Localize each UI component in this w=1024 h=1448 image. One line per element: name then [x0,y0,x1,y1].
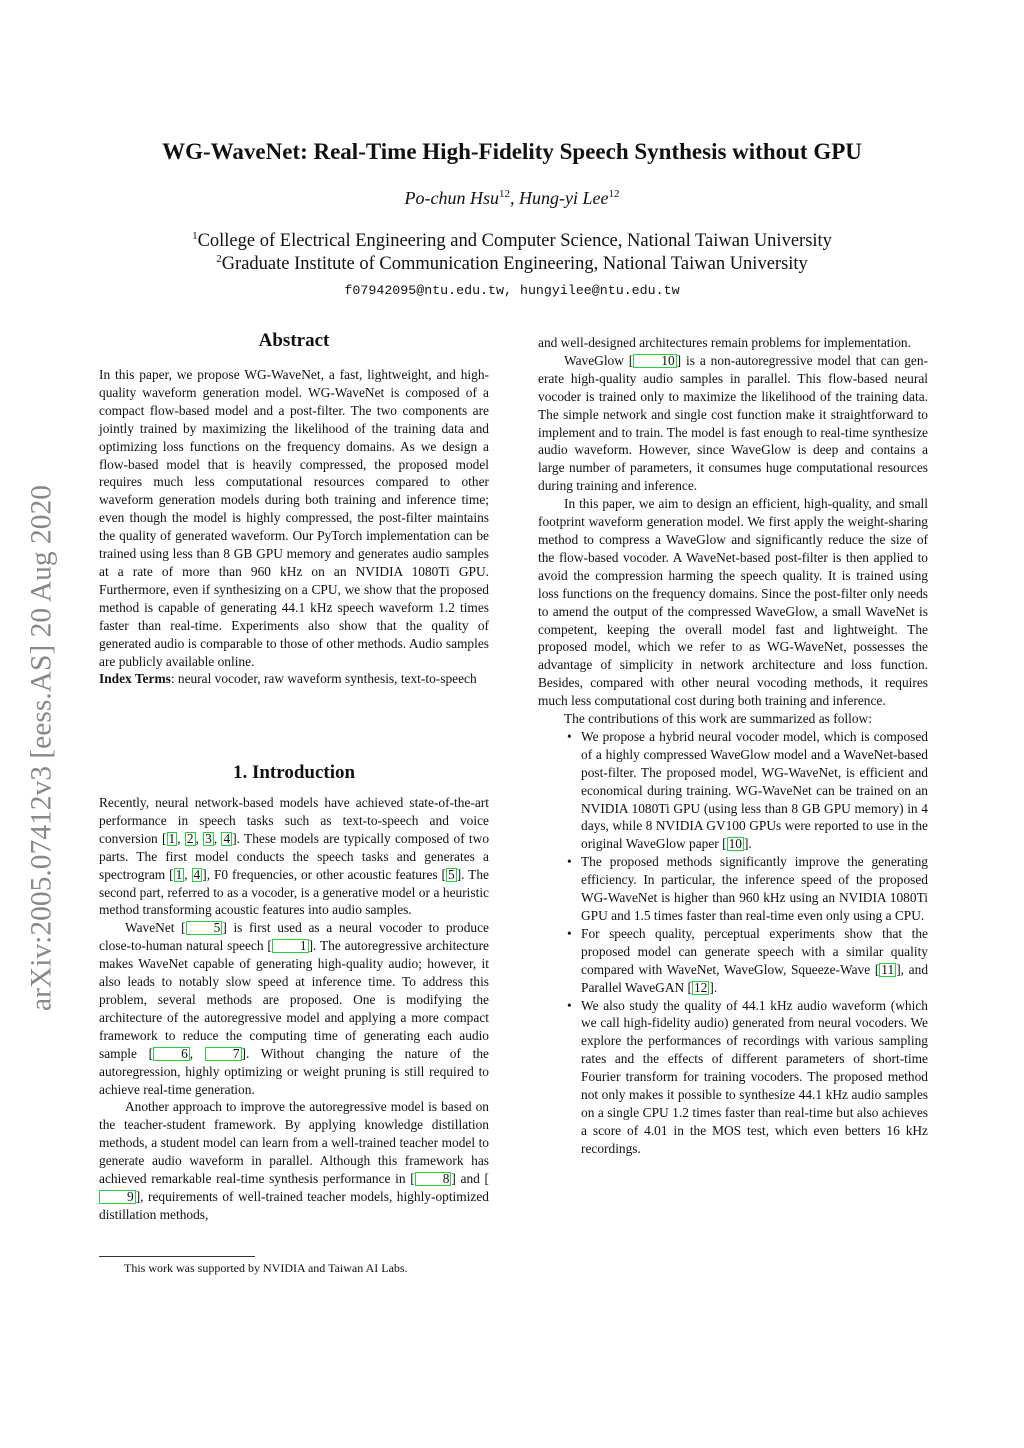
citation-link[interactable]: 5 [447,866,455,882]
text-run: We propose a hybrid neural vocoder model, which is composed of a highly compressed WaveGlow model and a WaveNet-based post-filter. The proposed model, WG-WaveNet, is efficient and economical during training. WG-WaveNet can be trained on an NVIDIA 1080Ti GPU (using less than 8 GB GPU memory) in 4 days, while 8 NVIDIA GV100 GPUs were reported to use in the original WaveGlow paper [581,728,928,852]
arxiv-stamp: arXiv:2005.07412v3 [eess.AS] 20 Aug 2020 [25,484,58,1012]
text-run: . These models are typically composed of two parts. The first model conducts the speech tasks and generates a spectrogram [99,830,490,882]
citation-link[interactable]: 10 [633,354,676,368]
citation-link[interactable]: 9 [99,1190,136,1204]
text-run: Recently, neural network-based models have achieved state-of-the-art performance in speech tasks such as text-to-speech and voice conversion [99,795,489,846]
paragraph [538,334,928,352]
citation-link[interactable]: 1 [168,830,176,846]
citation-link[interactable]: 11 [881,961,895,977]
affiliation-mark: 2 [216,252,222,265]
citation-link[interactable]: 12 [693,979,708,995]
author-name: Po-chun Hsu [404,188,499,208]
author-emails: f07942095@ntu.edu.tw, hungyilee@ntu.edu.tw [344,283,680,298]
authors: Po-chun Hsu$^{12}$, Hung-yi Lee$^{12}$ [404,188,620,208]
text-run: WaveGlow [564,352,629,368]
section-heading-introduction: 1. Introduction [232,762,356,783]
right-paragraphs [538,334,928,728]
affiliation-mark: 1 [192,229,198,242]
text-run: We also study the quality of 44.1 kHz audio waveform (which we call high-fidelity audio) generated from neural vocoders. We explore the performances of recordings with various sampling rates and the effects of different parameters of short-time Fourier transform for training vocoders. The proposed method not only makes it possible to synthesize 44.1 kHz audio samples on a single CPU 1.2 times faster than real-time but also achieves a score of 4.01 in the MOS test, which even betters 16 kHz recordings. [581,997,928,1156]
citation-link[interactable]: 6 [153,1047,190,1061]
paragraph: WaveNet [ 5 ] is first used as a neural vocoder to produce close-to-human natural speech [ 1 ]. The autoregressive architecture makes WaveNet capable of generating high-quality audio; however, it also leads to notably slow speed at inference time. To address this problem, several methods are proposed. One is modifying the architecture of the autoregressive model and applying a more compact framework to reduce the computing time of generating each audio sample [ 6 , 7 ]. Without changing the nature of the autoregression, highly optimizing or weight pruning is still required to achieve real-time generation. [99,920,489,1097]
paragraph: Another approach to improve the autoregressive model is based on the teacher-student framework. By applying knowledge distillation methods, a student model can learn from a well-trained teacher model to generate audio waveform in parallel. Although this framework has achieved remarkable real-time synthesis performance in [ 8 ] and [9 ], requirements of well-trained teacher models, highly-optimized distillation methods, [99,1099,489,1222]
index-terms [99,670,489,688]
abstract-body [99,366,489,688]
author-affiliation-mark: 12 [499,188,510,200]
citation-link[interactable]: 10 [728,836,742,852]
contribution-item [581,853,928,925]
text-run: The contributions of this work are summarized as follow: [564,711,872,727]
author-affiliation-mark: 12 [608,188,620,200]
text-run: is a non-autoregressive model that can generate high-quality audio samples in parallel. This flow-based neural vocoder is trained only to maximize the likelihood of the training data. The simple network and single cost function make it straightforward to implement and to train. The model is fast enough to real-time synthesize audio waveform. However, since WaveGlow is deep and contains a large number of parameters, it consumes huge computational resources during training and inference. [538,352,928,494]
citation-link[interactable]: 1 [272,939,309,953]
affiliation [0,254,1024,275]
text-run: The proposed methods significantly improve the generating efficiency. In particular, the inference speed of the proposed WG-WaveNet is higher than 960 kHz using an NVIDIA 1080Ti GPU and 1.5 times faster than real-time even only using a CPU. [581,854,928,923]
citation-link[interactable]: 5 [186,921,223,935]
contribution-item [581,997,928,1158]
footnote: This work was supported by NVIDIA and Taiwan AI Labs. [124,1261,408,1275]
paper-title: WG-WaveNet: Real-Time High-Fidelity Speech Synthesis without GPU [162,139,862,164]
footnote-rule [99,1256,255,1257]
text-run: . [713,979,718,995]
paragraph [538,710,928,728]
text-run: . The second part, referred to as a vocoder, is a generative model or a heuristic method transforming acoustic features into audio samples. [99,866,489,918]
citation-link[interactable]: 4 [193,866,201,882]
text-run: In this paper, we aim to design an efficient, high-quality, and small footprint waveform generation model. We first apply the weight-sharing method to compress a WaveGlow and significantly reduce the size of the flow-based vocoder. A WaveNet-based post-filter is then applied to avoid the compression harming the speech quality. It is trained using loss functions on the frequency domains. Since the post-filter only needs to amend the output of the compressed WaveGlow, a small WaveNet is competent, keeping the overall model fast and lightweight. The proposed model, which we refer to as WG-WaveNet, possesses the advantage of simplicity in network architecture and loss function. Besides, compared with other neural vocoding methods, it requires much less computational cost during both training and inference. [538,496,928,709]
author-name: Hung-yi Lee [519,188,609,208]
text-run: and [455,1171,485,1187]
citation-link[interactable]: 4 [223,830,231,846]
abstract-heading: Abstract [258,330,330,351]
text-run: , requirements of well-trained teacher models, highly-optimized distillation methods, [99,1188,489,1222]
abstract-text: In this paper, we propose WG-WaveNet, a fast, lightweight, and high-quality waveform generation model. WG-WaveNet is composed of a compact flow-based model and a post-filter. The two components are jointly trained by maximizing the likelihood of the training data and optimizing loss functions on the frequency domains. As we design a flow-based model that is heavily compressed, the proposed model requires much less computational resources compared to other waveform generation models during both training and inference time; even though the model is highly compressed, the post-filter maintains the quality of generated waveform. Our PyTorch implementation can be trained using less than 8 GB GPU memory and generates audio samples at a rate of more than 960 kHz on an NVIDIA 1080Ti GPU. Furthermore, even if synthesizing on a CPU, we show that the proposed method is capable of generating 44.1 kHz speech waveform 1.2 times faster than real-time. Experiments also show that the quality of generated audio is comparable to those of other methods. Audio samples are publicly available online. [99,367,489,669]
affiliation-text: Graduate Institute of Communication Engineering, National Taiwan University [221,254,808,274]
affiliation [0,231,1024,252]
paragraph [538,495,928,710]
citation-link[interactable]: 7 [205,1047,242,1061]
text-run: , F0 frequencies, or other acoustic features [206,866,442,882]
text-run: and well-designed architectures remain problems for implementation. [538,335,911,350]
index-terms-text: : neural vocoder, raw waveform synthesis, text-to-speech [170,671,477,687]
introduction-right-column [538,334,928,1158]
citation-link[interactable]: 1 [175,866,183,882]
contribution-item: • We propose a hybrid neural vocoder model, which is composed of a highly compressed WaveGlow model and a WaveNet-based post-filter. The proposed model, WG-WaveNet, is efficient and economical during training. WG-WaveNet can be trained on an NVIDIA 1080Ti GPU (using less than 8 GB GPU memory) in 4 days, while 8 NVIDIA GV100 GPUs were reported to use in the original WaveGlow paper [ 10 ]. [581,728,928,853]
citation-link[interactable]: 3 [205,830,212,846]
citation-link[interactable]: 8 [415,1172,452,1186]
text-run: Another approach to improve the autoregressive model is based on the teacher-student framework. By applying knowledge distillation methods, a student model can learn from a well-trained teacher model to generate audio waveform in parallel. Although this framework has achieved remarkable real-time synthesis performance in [99,1099,489,1187]
paragraph: Recently, neural network-based models have achieved state-of-the-art performance in speech tasks such as text-to-speech and voice conversion [ 1 , 2 , 3 , 4 ]. These models are typically composed of two parts. The first model conducts the speech tasks and generates a spectrogram [ 1 , 4 ], F0 frequencies, or other acoustic features [ 5 ]. The second part, referred to as a vocoder, is a generative model or a heuristic method transforming acoustic features into audio samples. [99,795,490,918]
text-run: . [748,836,752,852]
text-run: is first used as a neural vocoder to produce close-to-human natural speech [99,920,489,954]
paragraph: WaveGlow [ 10 ] is a non-autoregressive model that can generate high-quality audio samples in parallel. This flow-based neural vocoder is trained only to maximize the likelihood of the training data. The simple network and single cost function make it straightforward to implement and to train. The model is fast enough to real-time synthesize audio waveform. However, since WaveGlow is deep and contains a large number of parameters, it consumes huge computational resources during training and inference. [538,352,928,494]
contributions-list [538,728,928,1158]
affiliation-text: College of Electrical Engineering and Computer Science, National Taiwan University [197,231,832,251]
text-run: . Without changing the nature of the autoregression, highly optimizing or weight pruning is still required to achieve real-time generation. [99,1045,489,1097]
text-run: WaveNet [125,920,182,936]
contribution-item: • For speech quality, perceptual experiments show that the proposed model can generate speech with a similar quality compared with WaveNet, WaveGlow, Squeeze-Wave [ 11 ], and Parallel WaveGAN [ 12 ]. [581,925,928,997]
citation-link[interactable]: 2 [186,830,194,846]
introduction-left-column [99,794,489,1224]
index-terms-label: Index Terms [99,671,171,687]
text-run: , and Parallel WaveGAN [581,961,929,995]
text-run: . The autoregressive architecture makes WaveNet capable of generating high-quality audio; however, it also leads to notably slow speed at inference time. To address this problem, several methods are proposed. One is modifying the architecture of the autoregressive model and applying a more compact framework to reduce the computing time of generating each audio sample [99,938,489,1061]
text-run: For speech quality, perceptual experiments show that the proposed model can generate speech with a similar quality compared with WaveNet, WaveGlow, Squeeze-Wave [581,925,928,977]
